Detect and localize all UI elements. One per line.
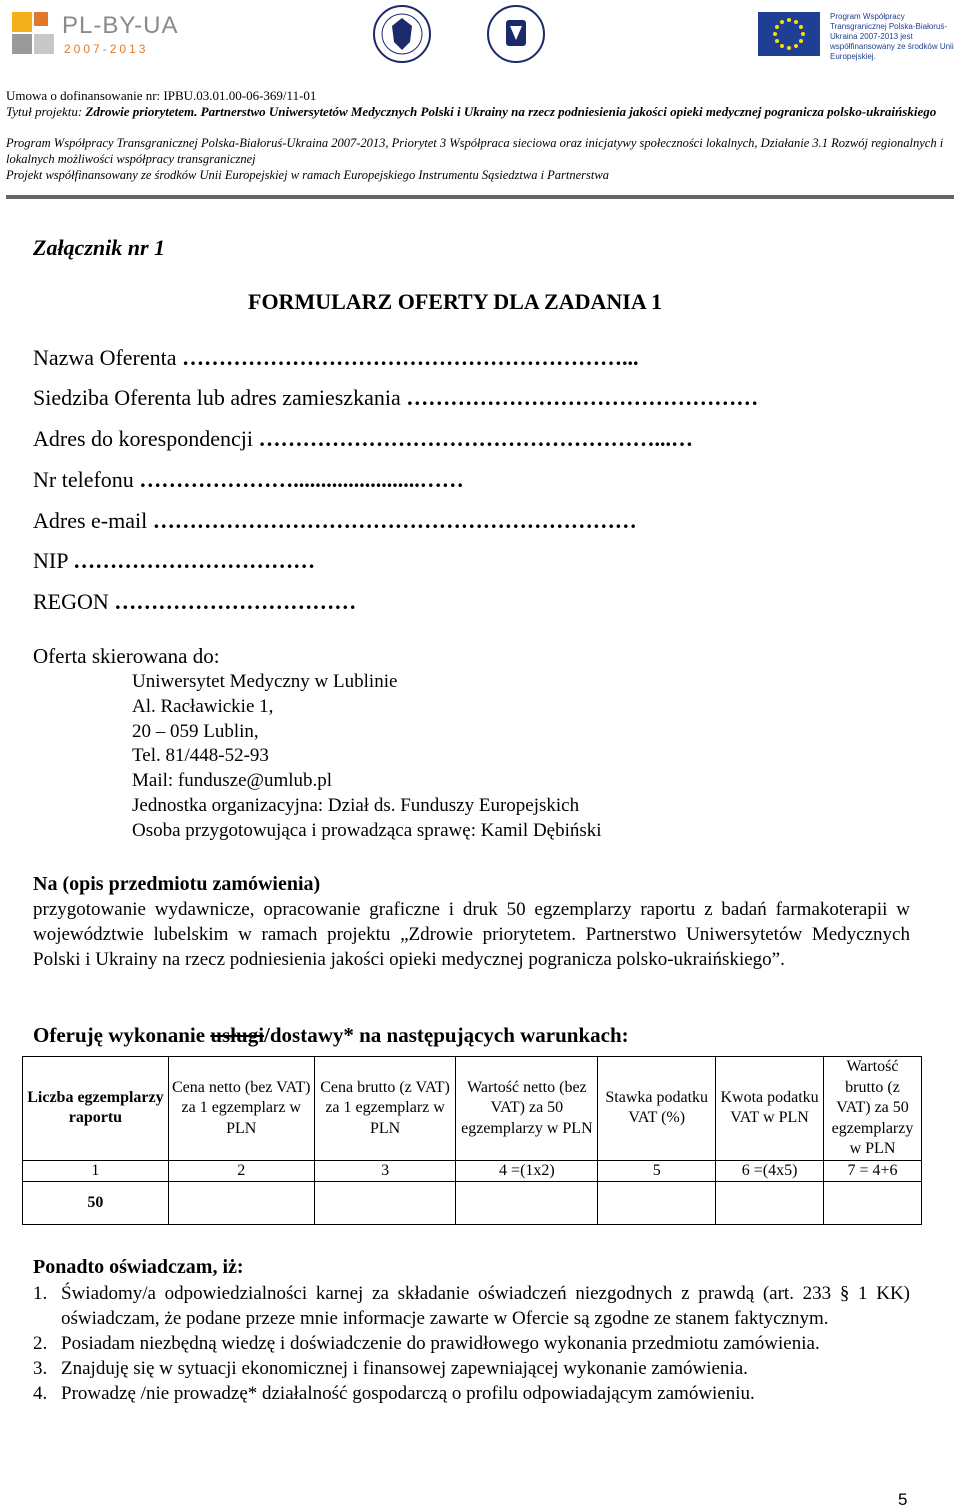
contract-number: Umowa o dofinansowanie nr: IPBU.03.01.00-06-369/11-01 (6, 88, 317, 103)
list-item (33, 1356, 910, 1381)
field-dots: …………………………… (114, 589, 357, 614)
list-number: 2. (33, 1333, 48, 1354)
logo-square-icon (12, 12, 32, 32)
table-row (23, 1182, 922, 1225)
address-line: Osoba przygotowująca i prowadząca sprawę: Kamil Dębiński (132, 819, 602, 841)
program-description: Program Współpracy Transgranicznej Polska-Białoruś-Ukraina 2007-2013, Priorytet 3 Współpraca sieciowa oraz inicjatywy społeczności lokalnych, Działanie 3.1 Rozwój regionalnych i lokalnych możliwości współpracy transgranicznej (6, 136, 944, 166)
field-dots: …………………………… (73, 548, 316, 573)
vat-amount-input-cell[interactable] (716, 1182, 824, 1225)
logo-years: 2007-2013 (64, 42, 149, 56)
field-email (33, 508, 637, 534)
offer-heading-pre: Oferuję wykonanie (33, 1023, 211, 1047)
address-line: 20 – 059 Lublin, (132, 720, 259, 742)
gross-price-input-cell[interactable] (314, 1182, 456, 1225)
header-cell: Wartość netto (bez VAT) za 50 egzemplarzy w PLN (456, 1057, 598, 1161)
table-header-row (23, 1057, 922, 1161)
logo-square-icon (34, 34, 54, 54)
number-cell: 3 (314, 1160, 456, 1182)
project-title-bold: Zdrowie priorytetem. (85, 104, 198, 119)
field-regon (33, 589, 356, 615)
gross-value-input-cell[interactable] (823, 1182, 921, 1225)
field-nip (33, 548, 315, 574)
logo-square-icon (34, 12, 48, 26)
eu-flag-icon (758, 12, 820, 56)
declarations-list (33, 1281, 910, 1406)
declarations-heading: Ponadto oświadczam, iż: (33, 1256, 244, 1278)
project-title-prefix: Tytuł projektu: (6, 104, 86, 119)
quantity-cell: 50 (23, 1182, 169, 1225)
number-cell: 4 =(1x2) (456, 1160, 598, 1182)
header-logos (0, 0, 960, 86)
table-number-row (23, 1160, 922, 1182)
list-number: 1. (33, 1283, 48, 1304)
address-line: Jednostka organizacyjna: Dział ds. Funduszy Europejskich (132, 794, 580, 816)
list-number: 3. (33, 1358, 48, 1379)
net-price-input-cell[interactable] (168, 1182, 314, 1225)
list-item (33, 1281, 910, 1331)
header-cell: Stawka podatku VAT (%) (598, 1057, 716, 1161)
field-label: Siedziba Oferenta lub adres zamieszkania (33, 385, 407, 410)
vat-rate-input-cell[interactable] (598, 1182, 716, 1225)
list-item (33, 1381, 910, 1406)
form-title: FORMULARZ OFERTY DLA ZADANIA 1 (248, 289, 662, 314)
address-line: Mail: fundusze@umlub.pl (132, 770, 333, 792)
recipient-address (132, 670, 602, 844)
number-cell: 2 (168, 1160, 314, 1182)
logo-square-icon (12, 34, 32, 54)
net-value-input-cell[interactable] (456, 1182, 598, 1225)
number-cell: 7 = 4+6 (823, 1160, 921, 1182)
field-label: NIP (33, 548, 74, 573)
header-cell: Cena netto (bez VAT) za 1 egzemplarz w PLN (168, 1057, 314, 1161)
subject-description: przygotowanie wydawnicze, opracowanie graficzne i druk 50 egzemplarzy raportu z badań farmakoterapii w województwie lubelskim w ramach projektu „Zdrowie priorytetem. Partnerstwo Uniwersytetów Medycznych Polski i Ukrainy na rzecz podniesienia jakości opieki medycznej pogranicza polsko-ukraińskiego”. (33, 899, 910, 970)
header-divider (6, 195, 954, 199)
list-item (33, 1331, 910, 1356)
page-number: 5 (898, 1490, 908, 1509)
field-dots: ………………………………………………...… (258, 426, 693, 451)
project-title-rest: Partnerstwo Uniwersytetów Medycznych Polski i Ukrainy na rzecz podniesienia jakości opieki medycznej pogranicza polsko-ukraińskiego (197, 104, 937, 119)
field-correspondence-address (33, 426, 693, 452)
field-label: Nazwa Oferenta (33, 345, 183, 370)
university-seal-icon (372, 4, 432, 64)
declaration-text: Posiadam niezbędną wiedzę i doświadczenie do prawidłowego wykonania przedmiotu zamówienia. (61, 1333, 820, 1354)
offer-heading-post: /dostawy* na następujących warunkach: (264, 1023, 629, 1047)
project-title (6, 104, 950, 120)
logo-text: PL-BY-UA (62, 12, 179, 39)
field-offeror-seat (33, 385, 758, 411)
coat-of-arms-icon (486, 4, 546, 64)
header-cell: Wartość brutto (z VAT) za 50 egzemplarzy w PLN (823, 1057, 921, 1161)
field-phone (33, 467, 464, 493)
number-cell: 6 =(4x5) (716, 1160, 824, 1182)
annex-label: Załącznik nr 1 (33, 235, 166, 260)
subject-heading: Na (opis przedmiotu zamówienia) (33, 873, 321, 895)
address-line: Tel. 81/448-52-93 (132, 745, 269, 767)
header-cell: Cena brutto (z VAT) za 1 egzemplarz w PLN (314, 1057, 456, 1161)
pl-by-ua-logo (10, 8, 180, 58)
field-label: Adres e-mail (33, 508, 153, 533)
field-label: Nr telefonu (33, 467, 140, 492)
header-cell: Liczba egzemplarzy raportu (23, 1057, 169, 1161)
offer-heading-struck: usługi (210, 1023, 265, 1047)
offer-to-heading: Oferta skierowana do: (33, 644, 220, 668)
cofinance-note: Projekt współfinansowany ze środków Unii Europejskiej w ramach Europejskiego Instrumentu Sąsiedztwa i Partnerstwa (6, 168, 609, 182)
number-cell: 5 (598, 1160, 716, 1182)
field-label: Adres do korespondencji (33, 426, 259, 451)
field-dots: ……………………………………………………... (182, 345, 639, 370)
number-cell: 1 (23, 1160, 169, 1182)
field-dots: ………………………………………… (406, 385, 759, 410)
offer-price-table (22, 1056, 922, 1225)
list-number: 4. (33, 1383, 48, 1404)
declaration-text: Prowadzę /nie prowadzę* działalność gospodarczą o profilu odpowiadającym zamówieniu. (61, 1383, 755, 1404)
declaration-text: Świadomy/a odpowiedzialności karnej za składanie oświadczeń niezgodnych z prawdą (art. 233 § 1 KK) oświadczam, że podane przeze mnie informacje zawarte w Ofercie są zgodne ze stanem faktycznym. (61, 1283, 910, 1329)
field-offeror-name (33, 345, 639, 371)
field-dots: ………………….......................…… (139, 467, 464, 492)
header-cell: Kwota podatku VAT w PLN (716, 1057, 824, 1161)
field-label: REGON (33, 589, 115, 614)
address-line: Uniwersytet Medyczny w Lublinie (132, 671, 398, 692)
offer-conditions-heading (33, 1023, 629, 1047)
declaration-text: Znajduję się w sytuacji ekonomicznej i finansowej zapewniającej wykonanie zamówienia. (61, 1358, 748, 1379)
address-line: Al. Racławickie 1, (132, 695, 274, 717)
eu-logo-text: Program Współpracy Transgranicznej Polska-Białoruś-Ukraina 2007-2013 jest współfinansowany ze środków Unii Europejskiej. (830, 12, 954, 61)
field-dots: ………………………………………………………… (152, 508, 637, 533)
